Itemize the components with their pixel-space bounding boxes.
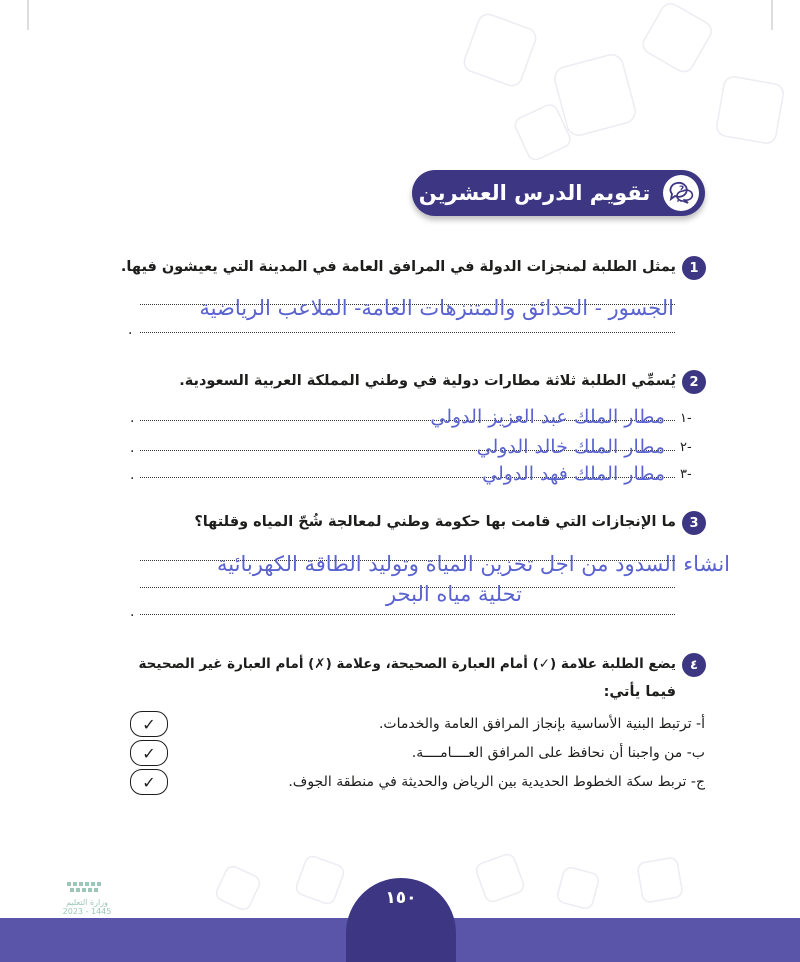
question-3-number: 3 (682, 511, 706, 535)
answer-line (140, 614, 675, 615)
question-3-answer-2: تحلية مياه البحر (386, 582, 522, 606)
answer-mark-c[interactable]: ✓ (130, 769, 168, 795)
page-number-tab (346, 878, 456, 962)
line-end-dot: . (130, 604, 135, 620)
question-1-number: 1 (682, 256, 706, 280)
question-4-text: يضع الطلبة علامة (✓) أمام العبارة الصحيحة، وعلامة (✗) أمام العبارة غير الصحيحة (138, 656, 676, 672)
line-end-dot: . (130, 410, 135, 426)
line-end-dot: . (128, 322, 133, 338)
question-2-number: 2 (682, 370, 706, 394)
item-number: ١- (680, 411, 692, 426)
question-4-text-continued: فيما يأتي: (603, 684, 676, 700)
statement-a: أ- ترتبط البنية الأساسية بإنجاز المرافق العامة والخدمات. (378, 716, 705, 732)
question-3-answer-1: انشاء السدود من اجل تخزين المياة وتوليد الطاقة الكهربائية (217, 552, 730, 576)
question-1-answer: الجسور - الحدائق والمتنزهات العامة- الملاعب الرياضية (199, 296, 674, 320)
line-end-dot: . (130, 440, 135, 456)
answer-line (140, 332, 675, 333)
airport-answer: مطار الملك فهد الدولي (482, 463, 665, 485)
page-number: ١٥٠ (385, 888, 417, 908)
item-number: ٢- (680, 440, 692, 455)
ministry-logo-icon (57, 880, 117, 896)
line-end-dot: . (130, 467, 135, 483)
airport-answer: مطار الملك عبد العزيز الدولي (430, 406, 665, 428)
discussion-icon (663, 175, 699, 211)
ministry-year: 2023 - 1445 (62, 907, 112, 916)
page-title: تقويم الدرس العشرين (418, 181, 651, 205)
ministry-name: وزارة التعليم (66, 898, 108, 907)
question-1-text: يمثل الطلبة لمنجزات الدولة في المرافق العامة في المدينة التي يعيشون فيها. (120, 259, 676, 275)
airport-answer: مطار الملك خالد الدولي (476, 436, 665, 458)
answer-mark-b[interactable]: ✓ (130, 740, 168, 766)
question-4-number: ٤ (682, 653, 706, 677)
section-title-banner (412, 170, 705, 216)
statement-b: ب- من واجبنا أن نحافظ على المرافق العــــامــــة. (411, 745, 705, 761)
svg-text:?: ? (679, 185, 685, 195)
ministry-logo (52, 880, 122, 916)
statement-c: ج- تربط سكة الخطوط الحديدية بين الرياض والحديثة في منطقة الجوف. (288, 774, 705, 790)
answer-mark-a[interactable]: ✓ (130, 711, 168, 737)
question-3-text: ما الإنجازات التي قامت بها حكومة وطني لمعالجة شُحّ المياه وقلتها؟ (194, 514, 676, 530)
item-number: ٣- (680, 467, 692, 482)
question-2-text: يُسمِّي الطلبة ثلاثة مطارات دولية في وطني المملكة العربية السعودية. (179, 373, 676, 389)
